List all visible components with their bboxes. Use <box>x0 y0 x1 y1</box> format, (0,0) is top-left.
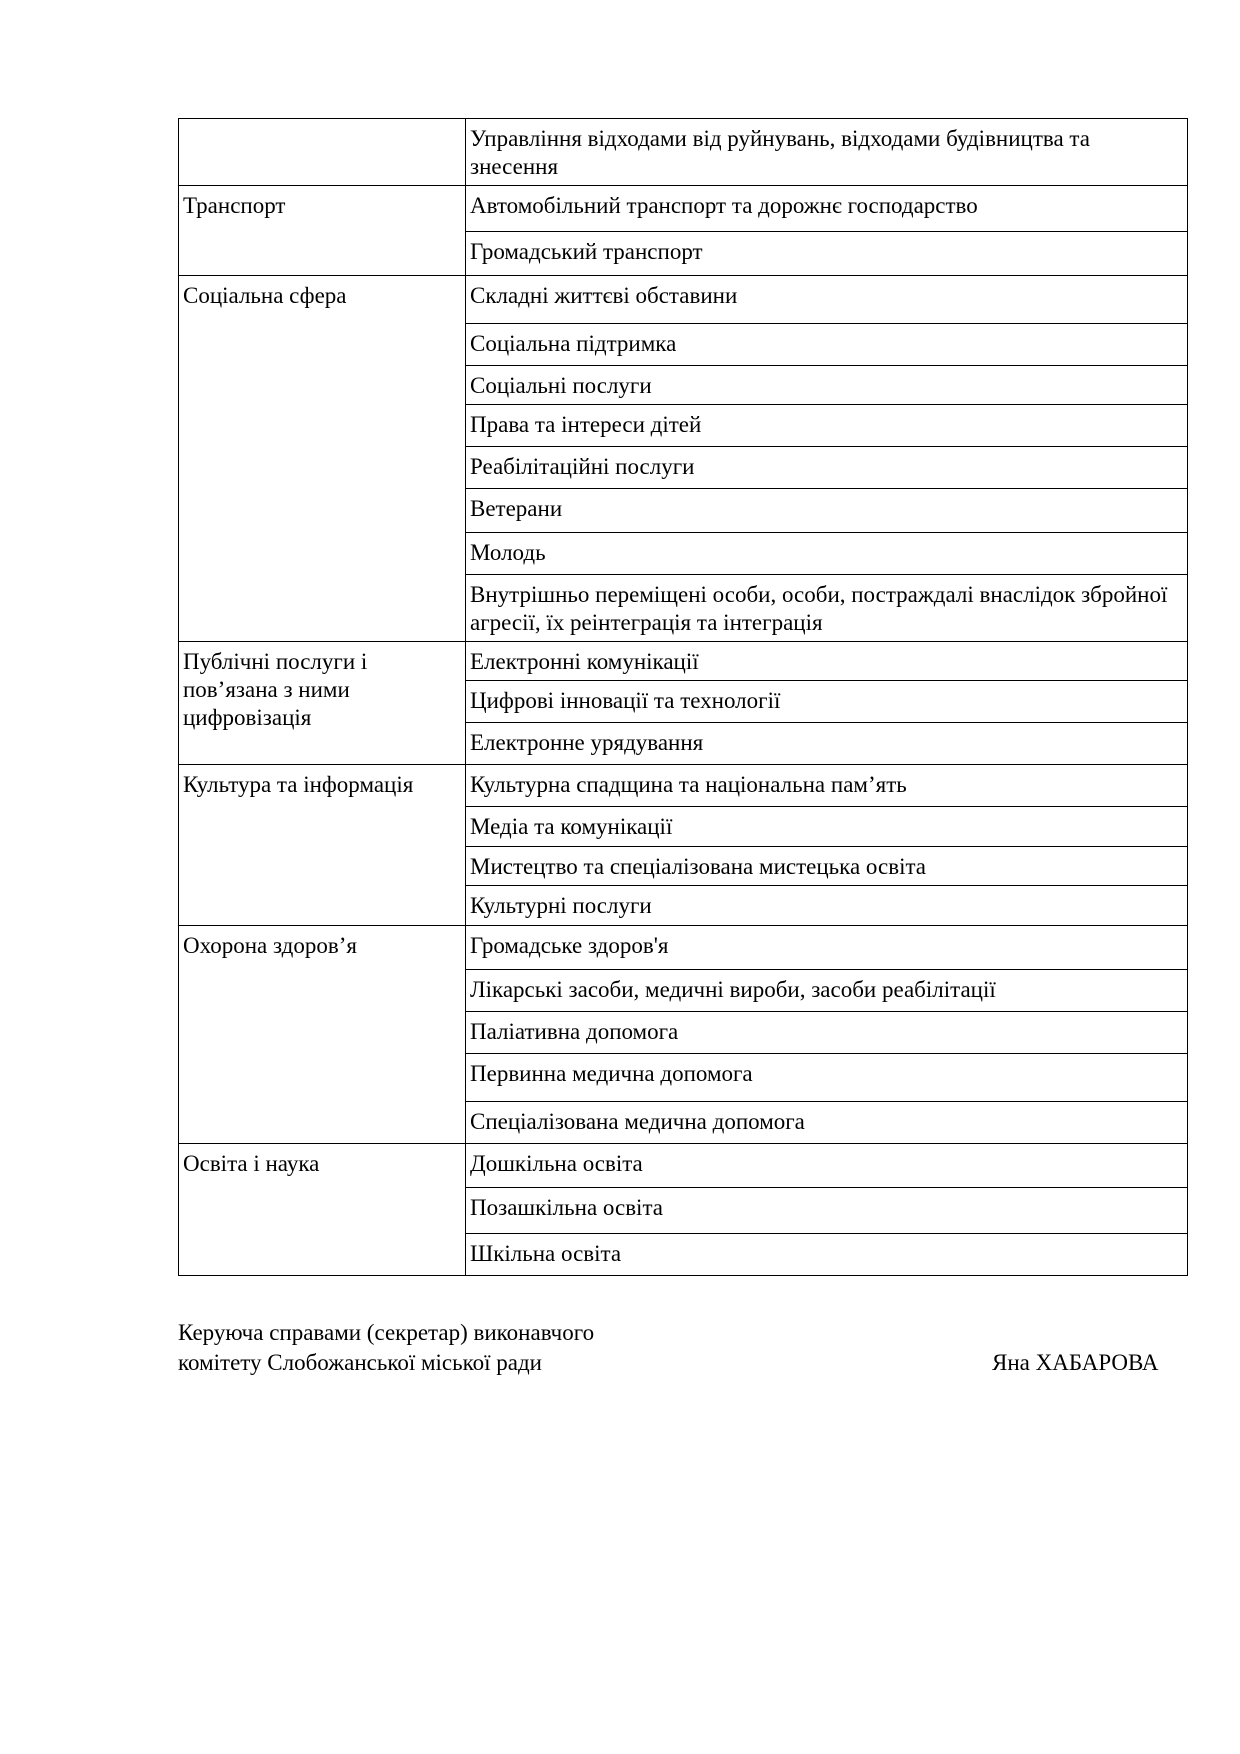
subcategory-cell: Громадський транспорт <box>466 232 1188 276</box>
subcategory-cell: Первинна медична допомога <box>466 1054 1188 1102</box>
position-line-1: Керуюча справами (секретар) виконавчого <box>178 1320 595 1345</box>
subcategory-cell: Електронне урядування <box>466 723 1188 765</box>
signatory-position <box>178 1318 878 1378</box>
table-row <box>179 926 1188 970</box>
category-cell: Соціальна сфера <box>179 276 466 642</box>
subcategory-cell: Медіа та комунікації <box>466 807 1188 847</box>
subcategory-cell: Спеціалізована медична допомога <box>466 1102 1188 1144</box>
category-cell: Освіта і наука <box>179 1144 466 1276</box>
category-cell: Культура та інформація <box>179 765 466 926</box>
topics-table <box>178 118 1188 1276</box>
table-row <box>179 1144 1188 1188</box>
subcategory-cell: Автомобільний транспорт та дорожнє господарство <box>466 186 1188 232</box>
subcategory-cell: Управління відходами від руйнувань, відходами будівництва та знесення <box>466 119 1188 186</box>
category-cell: Охорона здоров’я <box>179 926 466 1144</box>
table-row <box>179 642 1188 681</box>
subcategory-cell: Лікарські засоби, медичні вироби, засоби реабілітації <box>466 970 1188 1012</box>
subcategory-cell: Мистецтво та спеціалізована мистецька освіта <box>466 847 1188 886</box>
table-row <box>179 119 1188 186</box>
subcategory-cell: Позашкільна освіта <box>466 1188 1188 1234</box>
subcategory-cell: Реабілітаційні послуги <box>466 447 1188 489</box>
subcategory-cell: Громадське здоров'я <box>466 926 1188 970</box>
subcategory-cell: Цифрові інновації та технології <box>466 681 1188 723</box>
table-row <box>179 765 1188 807</box>
subcategory-cell: Складні життєві обставини <box>466 276 1188 324</box>
subcategory-cell: Електронні комунікації <box>466 642 1188 681</box>
subcategory-cell: Паліативна допомога <box>466 1012 1188 1054</box>
category-cell <box>179 119 466 186</box>
subcategory-cell: Культурна спадщина та національна пам’ять <box>466 765 1188 807</box>
subcategory-cell: Права та інтереси дітей <box>466 405 1188 447</box>
topics-table-body <box>179 119 1188 1276</box>
subcategory-cell: Внутрішньо переміщені особи, особи, постраждалі внаслідок збройної агресії, їх реінтеграція та інтеграція <box>466 575 1188 642</box>
subcategory-cell: Шкільна освіта <box>466 1234 1188 1276</box>
subcategory-cell: Соціальні послуги <box>466 366 1188 405</box>
signatory-name: Яна ХАБАРОВА <box>992 1350 1159 1375</box>
subcategory-cell: Культурні послуги <box>466 886 1188 926</box>
position-line-2: комітету Слобожанської міської ради <box>178 1350 542 1375</box>
table-row <box>179 276 1188 324</box>
category-cell: Публічні послуги і пов’язана з ними цифровізація <box>179 642 466 765</box>
subcategory-cell: Дошкільна освіта <box>466 1144 1188 1188</box>
subcategory-cell: Молодь <box>466 533 1188 575</box>
subcategory-cell: Ветерани <box>466 489 1188 533</box>
subcategory-cell: Соціальна підтримка <box>466 324 1188 366</box>
table-row <box>179 186 1188 232</box>
category-cell: Транспорт <box>179 186 466 276</box>
